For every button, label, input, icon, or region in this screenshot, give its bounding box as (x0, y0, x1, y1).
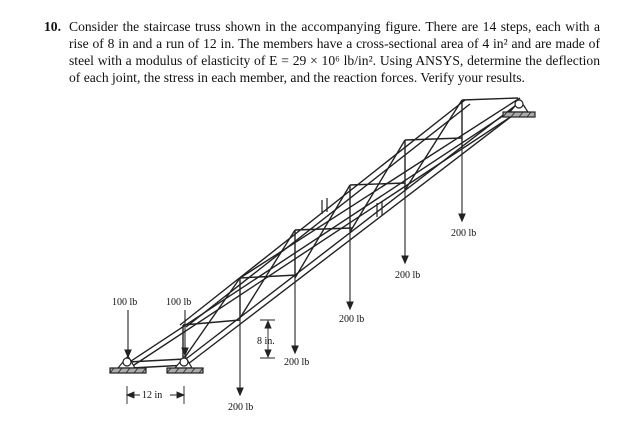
load-label-100b: 100 lb (166, 297, 192, 308)
support-right-lower (167, 356, 203, 373)
load-label-p1: 200 lb (228, 402, 254, 413)
rise-label: 8 in. (257, 336, 275, 347)
load-label-p2: 200 lb (284, 357, 310, 368)
load-label-p5: 200 lb (451, 228, 477, 239)
diagonal-2 (240, 230, 295, 318)
load-label-p4: 200 lb (395, 270, 421, 281)
step-5 (405, 138, 462, 140)
problem-number: 10. (44, 19, 61, 34)
step-2 (240, 275, 297, 278)
problem-text: Consider the staircase truss shown in the accompanying figure. There are 14 steps, each with a rise of 8 in and a run of 12 in. The members have a cross-sectional area of 4 in² and are made of steel with a modulus of elasticity of E = 29 × 10⁶ lb/in². Using ANSYS, determine the deflection of each joint, the stress in each member, and the reaction forces. Verify your results. (69, 19, 600, 85)
step-6 (462, 98, 518, 100)
run-label: 12 in (142, 390, 163, 401)
diagonal-3 (295, 185, 350, 278)
load-label-100a: 100 lb (112, 297, 138, 308)
base-member (128, 359, 185, 362)
support-left (110, 356, 146, 373)
load-label-p3: 200 lb (339, 314, 365, 325)
support-top (503, 100, 535, 117)
diagonal-1 (183, 278, 240, 360)
